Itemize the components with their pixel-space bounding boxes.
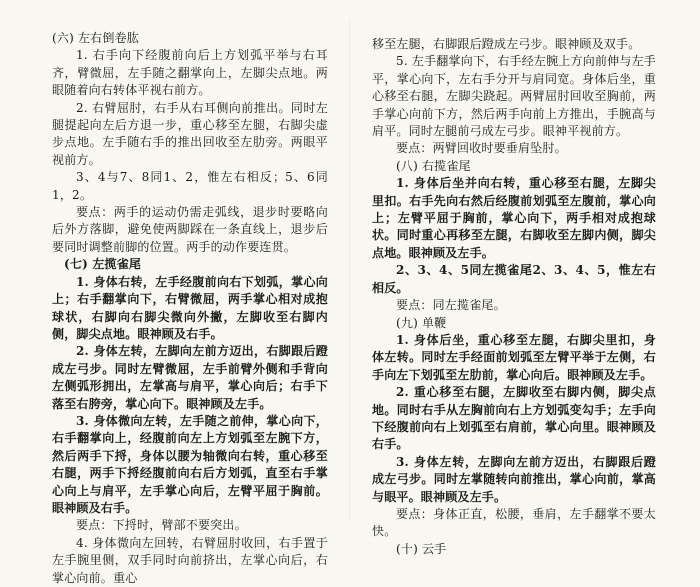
right-page-paragraph: 1. 身体后坐并向右转，重心移至右腿，左脚尖里扣。右手先向右然后经腹前划弧至左腹前，掌心向上；左臂平屈于胸前，掌心向下，两手相对成抱球状。同时重心再移至左腿，右脚收至左脚内侧，脚尖点地。眼神顾及左手。	[372, 176, 656, 260]
left-page-paragraph: 要点：两手的运动仍需走弧线，退步时要略向后外方落脚，避免使两脚踩在一条直线上，退步后要同时调整前脚的位置。两手的动作要连贯。	[52, 205, 328, 254]
right-page-paragraph: 2、3、4、5同左揽雀尾2、3、4、5，惟左右相反。	[372, 263, 656, 295]
left-page-paragraph: 1. 身体右转，左手经腹前向右下划弧，掌心向上；右手翻掌向下，右臂微屈，两手掌心相对成抱球状，右脚向右脚尖微向外撇，左脚收至右脚内侧，脚尖点地。眼神顾及右手。	[52, 274, 328, 341]
right-page-paragraph: 3. 身体左转，左脚向左前方迈出，右脚跟后蹬成左弓步。同时左掌随转向前推出，掌心向前，掌高与眼平。眼神顾及左手。	[372, 454, 656, 504]
left-page-paragraph: 2. 右臂屈肘，右手从右耳侧向前推出。同时左腿提起向左后方退一步，重心移至左腿，右脚尖虚步点地。左手随右手的推出回收至左肋旁。两眼平视前方。	[52, 100, 328, 167]
page-gutter	[349, 20, 350, 520]
right-page-paragraph: 5. 左手翻掌向下，右手经左腕上方向前伸与左手平，掌心向下，左右手分开与肩同宽。身体后坐，重心移至右腿，左脚尖跷起。两臂屈肘回收至胸前，两手掌心向前下方，然后两手向前上方推出，手腕高与肩平。同时左腿前弓成左弓步。眼神平视前方。	[372, 54, 656, 139]
right-page-paragraph: (九) 单鞭	[396, 315, 447, 330]
left-page-paragraph: (七) 左揽雀尾	[64, 257, 142, 272]
left-page-paragraph: 1. 右手向下经腹前向后上方划弧平举与右耳齐，臂微屈，左手随之翻掌向上，左脚尖点地。两眼随着向右转体平视右前方。	[52, 48, 328, 98]
right-page-paragraph: 1. 身体后坐，重心移至左腿，右脚尖里扣，身体左转。同时左手经面前划弧至左臂平举于左侧，右手向左下划弧至左肋前，掌心向后。眼神顾及左手。	[372, 332, 656, 382]
left-page-paragraph: 2. 身体左转，左脚向左前方迈出，右脚跟后蹬成左弓步。同时左臂微屈，左手前臂外侧和手背向左侧弧形拥出，左掌高与肩平，掌心向后；右手下落至右胯旁，掌心向下。眼神顾及左手。	[52, 344, 328, 411]
left-page-paragraph: (六) 左右倒卷肱	[52, 31, 139, 45]
right-page-paragraph: 要点：身体正直，松腰，垂肩，左手翻掌不要太快。	[372, 506, 656, 539]
right-page-paragraph: 要点：同左揽雀尾。	[396, 298, 506, 313]
right-page-paragraph: (八) 右揽雀尾	[396, 158, 471, 173]
right-page-paragraph: 2. 重心移至右腿，左脚收至右脚内侧，脚尖点地。同时右手从左胸前向右上方划弧变勾手；左手向下经腹前向右上划弧至右肩前，掌心向里。眼神顾及右手。	[372, 385, 656, 452]
left-page-paragraph: 要点：下捋时，臂部不要突出。	[76, 518, 247, 533]
right-page-paragraph: 移至左腿，右脚跟后蹬成左弓步。眼神顾及双手。	[372, 37, 641, 51]
left-page-paragraph: 4. 身体微向左回转，右臂屈肘收回，右手置于左手腕里侧，双手同时向前挤出，左掌心向后，右掌心向前。重心	[52, 535, 328, 585]
right-page-paragraph: (十) 云手	[396, 541, 447, 556]
right-page-column	[372, 36, 656, 558]
left-page-paragraph: 3、4与7、8同1、2，惟左右相反；5、6同1，2。	[52, 170, 328, 202]
right-page-paragraph: 要点：两臂回收时要垂肩坠肘。	[396, 141, 567, 156]
left-page-column	[52, 30, 328, 587]
left-page-paragraph: 3. 身体微向左转，左手随之前伸，掌心向下，右手翻掌向上，经腹前向左上方划弧至左腕下方，然后两手下捋，身体以腰为轴微向右转，重心移至右腿，两手下捋经腹前向右后方划弧，直至右手掌心向上与肩平，左手掌心向后，左臂平屈于胸前。眼神顾及右手。	[52, 413, 328, 515]
